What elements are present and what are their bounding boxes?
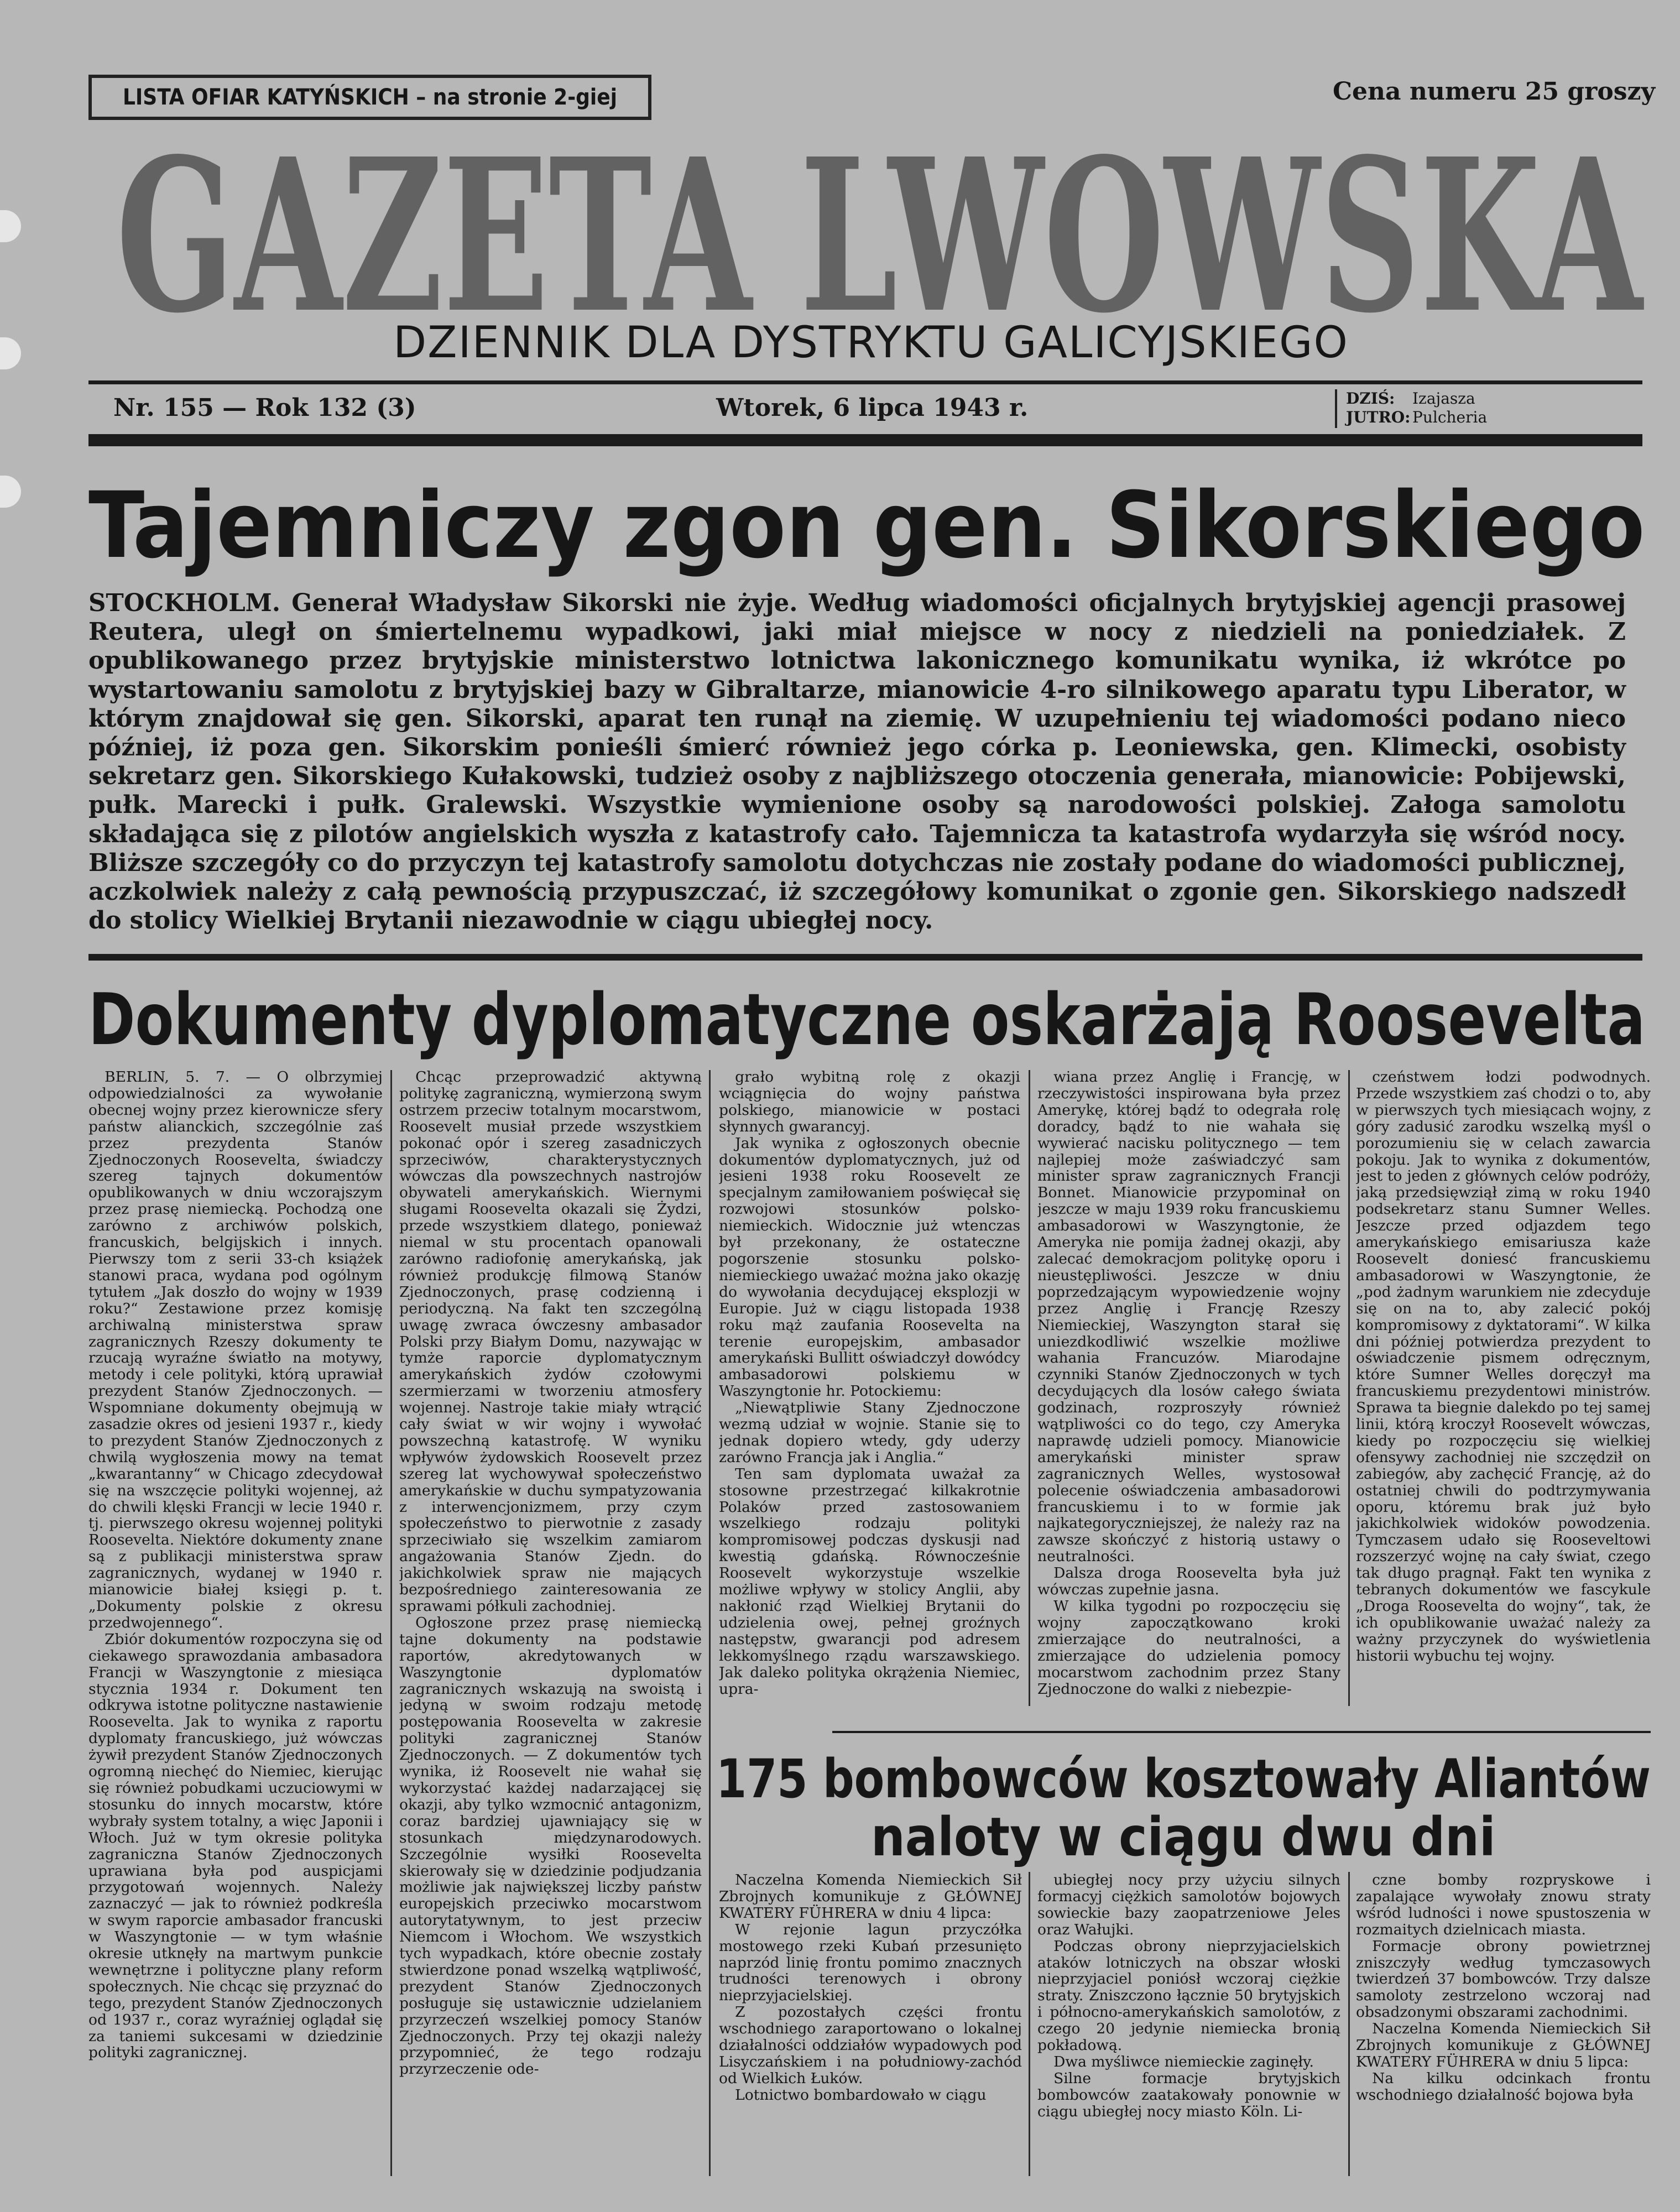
paragraph: Z pozostałych części frontu wschodniego zaraportowano o lokalnej działalności oddziałów wypadowych pod Lisyczańskiem i na południowy-zachód od Wielkich Łuków. bbox=[719, 2004, 1022, 2087]
masthead bbox=[105, 119, 1653, 335]
paragraph: W kilka tygodni po rozpoczęciu się wojny zapoczątkowano kroki zmierzające do neutralności, a zmierzające do udzielenia pomocy mocarstwom zachodnim przez Stany Zjednoczone do walki z niebezpie- bbox=[1037, 1598, 1340, 1698]
lead-sikorski: STOCKHOLM. Generał Władysław Sikorski nie żyje. Według wiadomości oficjalnych brytyjskiej agencji prasowej Reutera, uległ on śmiertelnemu wypadkowi, jaki miał miejsce w nocy z niedzieli na poniedziałek. Z opublikowanego przez brytyjskie ministerstwo lotnictwa lakonicznego komunikatu wynika, iż wkrótce po wystartowaniu samolotu z brytyjskiej bazy w Gibraltarze, mianowicie 4-ro silnikowego aparatu typu Liberator, w którym znajdował się gen. Sikorski, aparat ten runął na ziemię. W uzupełnieniu tej wiadomości podano nieco później, iż poza gen. Sikorskim ponieśli śmierć również jego córka p. Leoniewska, gen. Klimecki, osobisty sekretarz gen. Sikorskiego Kułakowski, tudzież osoby z najbliższego otoczenia generała, mianowicie: Pobijewski, pułk. Marecki i pułk. Gralewski. Wszystkie wymienione osoby są narodowości polskiej. Załoga samolotu składająca się z pilotów angielskich wyszła z katastrofy cało. Tajemnicza ta katastrofa wydarzyła się wśród nocy. Bliższe szczegóły co do przyczyn tej katastrofy samolotu dotychczas nie zostały podane do wiadomości publicznej, aczkolwiek należy z całą pewnością przypuszczać, iż szczegółowy komunikat o zgonie gen. Sikorskiego nadszedł do stolicy Wielkiej Brytanii niezawodnie w ciągu ubiegłej nocy. bbox=[88, 589, 1626, 935]
headline-bombers-2: naloty w ciągu dwu dni bbox=[871, 1806, 1496, 1868]
paragraph: Jak wynika z ogłoszonych obecnie dokumentów dyplomatycznych, już od jesieni 1938 roku Roosevelt ze specjalnym zamiłowaniem poświęcał się rozwojowi stosunków polsko-niemieckich. Widocznie już wtenczas był przekonany, że ostateczne pogorszenie stosunku polsko-niemieckiego uważać można jako okazję do wywołania decydującej eksplozji w Europie. Już w ciągu listopada 1938 roku mąż zaufania Roosevelta na terenie europejskim, ambasador amerykański Bullitt oświadczył dowódcy ambasadorowi polskiemu w Waszyngtonie hr. Potockiemu: bbox=[719, 1134, 1020, 1400]
section-rule bbox=[88, 954, 1642, 961]
article2-column-5 bbox=[1356, 1069, 1651, 1716]
headline-roosevelt: Dokumenty dyplomatyczne oskarżają Roosevelta bbox=[88, 979, 1645, 1061]
column-rule bbox=[1029, 1070, 1030, 1706]
paragraph: „Niewątpliwie Stany Zjednoczone wezmą udział w wojnie. Stanie się to jednak dopiero wtedy, gdy uderzy zarówno Francja jak i Anglia.“ bbox=[719, 1399, 1020, 1466]
paragraph: Dalsza droga Roosevelta była już wówczas zupełnie jasna. bbox=[1037, 1564, 1340, 1599]
column-rule bbox=[1029, 1872, 1030, 2176]
issue-number: Nr. 155 — Rok 132 (3) bbox=[113, 394, 416, 422]
paragraph: W rejonie lagun przyczółka mostowego rzeki Kubań przesunięto naprzód linię frontu pomimo znacznych trudności terenowych i obrony nieprzyjacielskiej. bbox=[719, 1921, 1022, 2005]
paragraph: Naczelna Komenda Niemieckich Sił Zbrojnych komunikuje z GŁÓWNEJ KWATERY FÜHRERA w dniu 5 lipca: bbox=[1356, 2020, 1651, 2070]
katyn-list-notice: LISTA OFIAR KATYŃSKICH – na stronie 2-giej bbox=[88, 75, 651, 120]
column-rule bbox=[1348, 1872, 1350, 2176]
headline-bombers-1: 175 bombowców kosztowały Aliantów bbox=[716, 1748, 1651, 1810]
article3-column-2 bbox=[1037, 1872, 1340, 2190]
column-rule bbox=[390, 1070, 392, 2176]
paragraph: czeństwem łodzi podwodnych. Przede wszystkiem zaś chodzi o to, aby w pierwszych tych miesiącach wojny, z góry zadusić zarodku wszelką myśl o porozumieniu się w celach zawarcia pokoju. Jak to wynika z dokumentów, jest to jeden z głównych celów podróży, jaką przedsięwziął zimą w roku 1940 podsekretarz stanu Sumner Welles. Jeszcze przed odjazdem tego amerykańskiego emisariusza każe Roosevelt doniesć francuskiemu ambasadorowi w Waszyngtonie, że „pod żadnym warunkiem nie zdecyduje się on na to, aby zalecić pokój kompromisowy z dyktatorami“. W kilka dni później potwierdza prezydent to oświadczenie pismem odręcznym, które Sumner Welles doręczył ma francuskiemu prezydentowi ministrów. Sprawa ta biegnie dalekdo po tej samej linii, którą kroczył Roosevelt wówczas, kiedy po rozpoczęciu się wielkiej ofensywy zachodniej nie szczędził on zabiegów, aby zachęcić Francję, aż do ostatniej chwili do podtrzymywania oporu, któremu brak już było jakichkolwiek widoków powodzenia. Tymczasem udało się Rooseveltowi rozszerzyć wojnę na cały świat, czego tak długo pragnął. Fakt ten wynika z tebranych dokumentów we fascykule „Droga Roosevelta do wojny“, tak, że ich opublikowanie uważać należy za ważny przyczynek do wyświetlenia historii wybuchu tej wojny. bbox=[1356, 1069, 1651, 1665]
header-rule-top bbox=[88, 380, 1642, 384]
paragraph: czne bomby rozpryskowe i zapalające wywołały znowu straty wśród ludności i nowe spustoszenia w rozmaitych dzielnicach miasta. bbox=[1356, 1872, 1651, 1938]
paragraph: Ten sam dyplomata uważał za stosowne przestrzegać kilkakrotnie Polaków przed zastosowaniem wszelkiego rodzaju polityki kompromisowej podczas dyskusji nad kwestią gdańską. Równocześnie Roosevelt wykorzystuje wszelkie możliwe wpływy w stolicy Anglii, aby nakłonić rząd Wielkiej Brytanii do udzielenia owej, pełnej groźnych następstw, gwarancji pod adresem lekkomyślnego rządu warszawskiego. Jak daleko polityka okrążenia Niemiec, upra- bbox=[719, 1465, 1020, 1698]
paragraph: Formacje obrony powietrznej zniszczyły według tymczasowych twierdzeń 37 bombowców. Trzy dalsze samoloty zestrzelono wczoraj nad obsadzonymi obszarami zachodnimi. bbox=[1356, 1937, 1651, 2021]
article2-column-1 bbox=[88, 1069, 383, 2190]
punch-hole bbox=[0, 337, 21, 369]
paragraph: BERLIN, 5. 7. — O olbrzymiej odpowiedzialności za wywołanie obecnej wojny przez kierownicze sfery państw alianckich, szczególnie zaś przez prezydenta Stanów Zjednoczonych Roosevelta, świadczy szereg tajnych dokumentów opublikowanych w dniu wczorajszym przez prasę niemiecką. Pochodzą one zarówno z archiwów polskich, francuskich, belgijskich i innych. Pierwszy tom z serii 33-ch książek stanowi praca, wydana pod ogólnym tytułem „Jak doszło do wojny w 1939 roku?“ Zestawione przez komisję archiwalną ministerstwa spraw zagranicznych Rzeszy dokumenty te rzucają wyraźne światło na motywy, metody i cele polityki, którą uprawiał prezydent Stanów Zjednoczonych. — Wspomniane dokumenty obejmują w zasadzie okres od jesieni 1937 r., kiedy to prezydent Stanów Zjednoczonych z chwilą wygłoszenia mowy na temat „kwarantanny“ w Chicago zdecydował się na wszczęcie polityki wojennej, aż do chwili klęski Francji w lecie 1940 r. tj. pierwszego okresu wojennej polityki Roosevelta. Niektóre dokumenty znane są z publikacji ministerstwa spraw zagranicznych, wydanej w 1940 r. mianowicie białej księgi p. t. „Dokumenty polskie z okresu przedwojennego“. bbox=[88, 1069, 383, 1631]
punch-hole bbox=[0, 476, 21, 508]
paragraph: Chcąc przeprowadzić aktywną politykę zagraniczną, wymierzoną swym ostrzem przeciw totalnym mocarstwom, Roosevelt musiał przede wszystkiem pokonać opór i szereg zasadniczych sprzeciwów, charakterystycznych wówczas dla powszechnych nastrojów obywateli amerykańskich. Wiernymi sługami Roosevelta okazali się Żydzi, przede wszystkiem dlatego, ponieważ niemal w stu procentach opanowali zarówno radiofonię amerykańską, jak również produkcję filmową Stanów Zjednoczonych, prasę codzienną i periodyczną. Na fakt ten szczególną uwagę zwraca ówczesny ambasador Polski przy Białym Domu, nazywając w tymże raporcie dyplomatycznym amerykańskich żydów czołowymi szermierzami w tworzeniu atmosfery wojennej. Nastroje takie miały wtrącić cały świat w wir wojny i wywołać powszechną katastrofę. W wyniku wpływów żydowskich Roosevelt przez szereg lat wychowywał społeczeństwo amerykańskie w duchu sympatyzowania z interwencjonizmem, przy czym społeczeństwo to pierwotnie z zasady sprzeciwiało się wszelkim zamiarom angażowania Stanów Zjedn. do jakichkolwiek spraw nie mających bezpośredniego zainteresowania ze sprawami półkuli zachodniej. bbox=[399, 1069, 702, 1615]
issue-date: Wtorek, 6 lipca 1943 r. bbox=[716, 394, 1029, 422]
tomorrow-label: JUTRO: bbox=[1346, 408, 1411, 426]
header-rule-bottom bbox=[88, 434, 1642, 446]
price: Cena numeru 25 groszy bbox=[1333, 77, 1656, 106]
paragraph: grało wybitną rolę z okazji wciągnięcia do wojny państwa polskiego, mianowicie w postaci słynnych gwarancyj. bbox=[719, 1069, 1020, 1135]
column-rule bbox=[709, 1070, 711, 2176]
article2-column-2 bbox=[399, 1069, 702, 2190]
column-rule bbox=[1348, 1070, 1350, 1706]
headline-sikorski: Tajemniczy zgon gen. Sikorskiego bbox=[88, 472, 1645, 578]
paragraph: Naczelna Komenda Niemieckich Sił Zbrojnych komunikuje z GŁÓWNEJ KWATERY FÜHRERA w dniu 4 lipca: bbox=[719, 1872, 1022, 1922]
paragraph: Dwa myśliwce niemieckie zaginęły. bbox=[1053, 2053, 1314, 2070]
article3-column-3 bbox=[1356, 1872, 1651, 2190]
masthead-subtitle: DZIENNIK DLA DYSTRYKTU GALICYJSKIEGO bbox=[393, 318, 1349, 368]
article2-column-3 bbox=[719, 1069, 1020, 1716]
name-days bbox=[1335, 389, 1645, 428]
masthead-title: GAZETA LWOWSKA bbox=[116, 119, 1646, 335]
paragraph: Ogłoszone przez prasę niemiecką tajne dokumenty na podstawie raportów, akredytowanych w Waszyngtonie dyplomatów zagranicznych wskazują na swoistą i jedyną w swoim rodzaju metodę postępowania Roosevelta w zakresie polityki zagranicznej Stanów Zjednoczonych. — Z dokumentów tych wynika, iż Roosevelt nie wahał się wykorzystać każdej nadarzającej się okazji, aby tylko wzmocnić antagonizm, coraz bardziej ujawniający się w stosunkach międzynarodowych. Szczególnie wysiłki Roosevelta skierowały się w dziedzinie podjudzania możliwie jak największej liczby państw europejskich przeciwko mocarstwom autorytatywnym, to jest przeciw Niemcom i Włochom. We wszystkich tych wypadkach, które obecnie zostały stwierdzone ponad wszelką wątpliwość, prezydent Stanów Zjednoczonych posługuje się ustawicznie udzielaniem przyrzeczeń wszelkiej pomocy Stanów Zjednoczonych. Przy tej okazji należy przypomnieć, że tego rodzaju przyrzeczenie ode- bbox=[399, 1614, 702, 2078]
punch-hole bbox=[0, 210, 21, 242]
article3-rule bbox=[832, 1731, 1651, 1733]
article3-column-1 bbox=[719, 1872, 1022, 2190]
paragraph: Lotnictwo bombardowało w ciągu bbox=[735, 2086, 987, 2104]
article2-column-4 bbox=[1037, 1069, 1340, 1716]
paragraph: Zbiór dokumentów rozpoczyna się od ciekawego sprawozdania ambasadora Francji w Waszyngtonie z miesiąca stycznia 1934 r. Dokument ten odkrywa istotne polityczne nastawienie Roosevelta. Jak to wynika z raportu dyplomaty francuskiego, już wówczas żywił prezydent Stanów Zjednoczonych ogromną niechęć do Niemiec, kierując się również pobudkami uczuciowymi w stosunku do innych mocarstw, które wybrały system totalny, a więc Japonii i Włoch. Już w tym okresie polityka zagraniczna Stanów Zjednoczonych uprawiana była pod auspicjami przygotowań wojennych. Należy zaznaczyć — jak to również podkreśla w swym raporcie ambasador francuski w Waszyngtonie — w tym właśnie okresie utknęły na martwym punkcie wewnętrzne i polityczne plany reform społecznych. Nie chcąc się przyznać do tego, prezydent Stanów Zjednoczonych od 1937 r., coraz wyraźniej oglądał się za taniemi sukcesami w dziedzinie polityki zagranicznej. bbox=[88, 1630, 383, 2062]
paragraph: Silne formacje brytyjskich bombowców zaatakowały ponownie w ciągu ubiegłej nocy miasto Köln. Li- bbox=[1037, 2069, 1340, 2120]
tomorrow-name: Pulcheria bbox=[1412, 408, 1488, 426]
paragraph: Na kilku odcinkach frontu wschodniego działalność bojowa była bbox=[1356, 2069, 1651, 2104]
today-label: DZIŚ: bbox=[1346, 389, 1395, 408]
paragraph: Podczas obrony nieprzyjacielskich ataków lotniczych na obszar włoski nieprzyjaciel poniósł wczoraj ciężkie straty. Zniszczono łącznie 50 brytyjskich i północno-amerykańskich samolotów, z czego 20 jedynie niemiecka bronią pokładową. bbox=[1037, 1937, 1340, 2054]
paragraph: ubiegłej nocy przy użyciu silnych formacyj ciężkich samolotów bojowych sowieckie bazy zaopatrzeniowe Jeles oraz Wałujki. bbox=[1037, 1872, 1340, 1938]
today-name: Izajasza bbox=[1412, 389, 1475, 408]
paragraph: wiana przez Anglię i Francję, w rzeczywistości inspirowana była przez Amerykę, której bądź to odegrała rolę doradcy, bądź to nie wahała się wywierać nacisku politycznego — tem najlepiej może zaświadczyć sam minister spraw zagranicznych Francji Bonnet. Mianowicie przypominał on jeszcze w maju 1939 roku francuskiemu ambasadorowi w Waszyngtonie, że Ameryka nie pomija żadnej okazji, aby zalecać demokracjom politykę oporu i nieustępliwości. Jeszcze w dniu poprzedzającym wypowiedzenie wojny przez Anglię i Francję Rzeszy Niemieckiej, Waszyngton starał się uniezdkodliwić wszelkie możliwe wahania Francuzów. Miarodajne czynniki Stanów Zjednoczonych w tych decydujących dla losów całego świata godzinach, rozproszyły również wątpliwości co do tego, czy Ameryka naprawdę udzieli pomocy. Mianowicie amerykański minister spraw zagranicznych Welles, wystosował polecenie oświadczenia ambasadorowi francuskiemu i to w formie jak najkategoryczniejszej, że należy raz na zawsze skończyć z historią ustawy o neutralności. bbox=[1037, 1069, 1340, 1566]
